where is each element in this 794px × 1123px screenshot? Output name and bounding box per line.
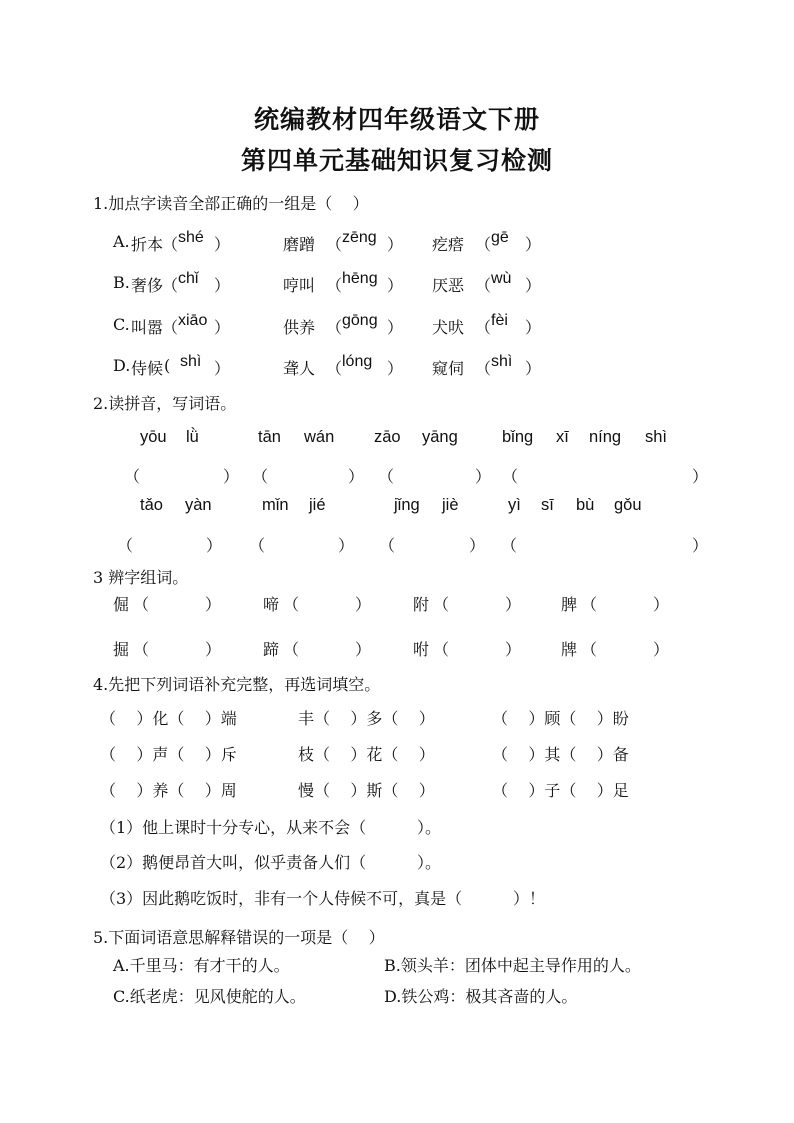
pinyin: zēng xyxy=(342,229,377,246)
paren-close: ） xyxy=(387,359,404,378)
paren-open: （ xyxy=(378,467,395,486)
paren-close: ） xyxy=(525,318,542,337)
option-label: A. xyxy=(113,232,130,251)
pinyin: xiāo xyxy=(178,312,208,329)
paren-open: （ xyxy=(117,536,134,555)
question-4-stem: 4.先把下列词语补充完整，再选词填空。 xyxy=(93,675,381,694)
paren-open: （ xyxy=(581,640,598,659)
paren-close: ） xyxy=(214,318,231,337)
option-word: 窥伺 xyxy=(432,359,465,378)
question-2-stem: 2.读拼音，写词语。 xyxy=(93,394,237,413)
paren-close: ） xyxy=(206,536,223,555)
character: 掘 xyxy=(113,640,130,659)
pinyin: shì xyxy=(491,353,513,370)
paren-close: ） xyxy=(525,276,542,295)
option-word: 叫嚣 xyxy=(131,318,164,337)
character: 蹄 xyxy=(263,640,280,659)
paren-close: ） xyxy=(387,318,404,337)
option-label: D. xyxy=(113,356,131,375)
paren-close: ） xyxy=(214,359,231,378)
paren-close: ） xyxy=(387,235,404,254)
paren-close: ） xyxy=(653,595,670,614)
paren-close: ） xyxy=(214,235,231,254)
paren-close: ） xyxy=(205,595,222,614)
paren-close: ） xyxy=(653,640,670,659)
fill-sentence[interactable]: （3）因此鹅吃饭时，非有一个人侍候不可，真是（ ）！ xyxy=(100,889,546,908)
paren-close: ） xyxy=(692,536,709,555)
pinyin-syllable: yì xyxy=(508,496,521,514)
question-1-stem: 1.加点字读音全部正确的一组是（ ） xyxy=(93,194,369,213)
paren-close: ） xyxy=(355,640,372,659)
idiom-blank[interactable]: 丰（ ）多（ ） xyxy=(298,709,435,728)
idiom-blank[interactable]: （ ）顾（ ）盼 xyxy=(492,709,629,728)
fill-sentence[interactable]: （1）他上课时十分专心，从来不会（ ）。 xyxy=(100,818,442,837)
option-word: 侍候 xyxy=(131,359,164,378)
paren-close: ） xyxy=(387,276,404,295)
paren-open: （ xyxy=(283,640,300,659)
paren-close: ） xyxy=(348,467,365,486)
paren-open: （ xyxy=(162,235,179,254)
question-3-stem: 3 辨字组词。 xyxy=(93,568,189,587)
character: 附 xyxy=(413,595,430,614)
paren-close: ） xyxy=(475,467,492,486)
paren-close: ） xyxy=(505,640,522,659)
character: 倔 xyxy=(113,595,130,614)
paren-close: ） xyxy=(355,595,372,614)
paren-close: ） xyxy=(214,276,231,295)
option-word: 聋人 xyxy=(283,359,316,378)
pinyin: chǐ xyxy=(178,270,199,287)
paren-open: （ xyxy=(162,318,179,337)
pinyin-syllable: wán xyxy=(304,428,335,446)
paren-open: （ xyxy=(133,595,150,614)
paren-open: （ xyxy=(326,318,343,337)
character: 咐 xyxy=(413,640,430,659)
pinyin-syllable: lǜ xyxy=(186,428,199,446)
character: 牌 xyxy=(561,640,578,659)
pinyin: lóng xyxy=(342,353,373,370)
paren-open: （ xyxy=(326,276,343,295)
pinyin-syllable: gǒu xyxy=(614,496,642,514)
idiom-blank[interactable]: （ ）养（ ）周 xyxy=(100,781,237,800)
pinyin: fèi xyxy=(491,312,508,329)
pinyin: shé xyxy=(178,229,204,246)
pinyin: wù xyxy=(491,270,512,287)
pinyin: gōng xyxy=(342,312,378,329)
page-subtitle: 第四单元基础知识复习检测 xyxy=(240,146,553,175)
paren-open: （ xyxy=(475,235,492,254)
paren-open: （ xyxy=(249,536,266,555)
pinyin: shì xyxy=(180,353,202,370)
paren-open: （ xyxy=(162,276,179,295)
pinyin-syllable: shì xyxy=(645,428,668,446)
pinyin: hēng xyxy=(342,270,378,287)
choice-option[interactable]: A.千里马：有才干的人。 xyxy=(113,956,290,975)
page-title: 统编教材四年级语文下册 xyxy=(253,105,540,134)
paren-close: ） xyxy=(525,359,542,378)
paren-close: ） xyxy=(223,467,240,486)
choice-option[interactable]: D.铁公鸡：极其吝啬的人。 xyxy=(384,987,578,1006)
paren-open: （ xyxy=(283,595,300,614)
paren-close: ） xyxy=(692,467,709,486)
idiom-blank[interactable]: （ ）化（ ）端 xyxy=(100,709,237,728)
pinyin-syllable: tǎo xyxy=(140,496,163,514)
pinyin: gē xyxy=(491,229,509,246)
pinyin-syllable: bù xyxy=(576,496,595,514)
paren-open: ( xyxy=(164,356,171,375)
idiom-blank[interactable]: （ ）其（ ）备 xyxy=(492,745,629,764)
paren-open: （ xyxy=(502,467,519,486)
option-word: 折本 xyxy=(131,235,164,254)
question-5-stem: 5.下面词语意思解释错误的一项是（ ） xyxy=(93,928,385,947)
paren-open: （ xyxy=(475,359,492,378)
pinyin-syllable: bǐng xyxy=(502,428,534,446)
paren-open: （ xyxy=(433,640,450,659)
paren-open: （ xyxy=(326,235,343,254)
option-word: 犬吠 xyxy=(432,318,465,337)
option-word: 哼叫 xyxy=(283,276,316,295)
option-label: B. xyxy=(113,273,130,292)
paren-open: （ xyxy=(475,276,492,295)
character: 脾 xyxy=(561,595,578,614)
idiom-blank[interactable]: 枝（ ）花（ ） xyxy=(298,745,435,764)
option-word: 厌恶 xyxy=(432,276,465,295)
pinyin-syllable: yàn xyxy=(185,496,212,514)
option-word: 奢侈 xyxy=(131,276,164,295)
paren-close: ） xyxy=(505,595,522,614)
pinyin-syllable: jié xyxy=(309,496,326,514)
idiom-blank[interactable]: （ ）子（ ）足 xyxy=(492,781,629,800)
pinyin-syllable: níng xyxy=(589,428,622,446)
idiom-blank[interactable]: （ ）声（ ）斥 xyxy=(100,745,237,764)
paren-close: ） xyxy=(469,536,486,555)
pinyin-syllable: zāo xyxy=(374,428,401,446)
paren-open: （ xyxy=(124,467,141,486)
character: 啼 xyxy=(263,595,280,614)
option-word: 疙瘩 xyxy=(432,235,465,254)
paren-open: （ xyxy=(379,536,396,555)
fill-sentence[interactable]: （2）鹅便昂首大叫，似乎责备人们（ ）。 xyxy=(100,853,442,872)
pinyin-syllable: jiè xyxy=(442,496,459,514)
paren-close: ） xyxy=(525,235,542,254)
pinyin-syllable: sī xyxy=(541,496,554,514)
choice-option[interactable]: C.纸老虎：见风使舵的人。 xyxy=(113,987,306,1006)
paren-open: （ xyxy=(252,467,269,486)
paren-open: （ xyxy=(581,595,598,614)
pinyin-syllable: tān xyxy=(258,428,281,446)
paren-open: （ xyxy=(133,640,150,659)
choice-option[interactable]: B.领头羊：团体中起主导作用的人。 xyxy=(384,956,641,975)
paren-close: ） xyxy=(205,640,222,659)
pinyin-syllable: xī xyxy=(556,428,569,446)
pinyin-syllable: jǐng xyxy=(394,496,420,514)
paren-close: ） xyxy=(338,536,355,555)
pinyin-syllable: mǐn xyxy=(262,496,289,514)
option-label: C. xyxy=(113,315,130,334)
idiom-blank[interactable]: 慢（ ）斯（ ） xyxy=(298,781,435,800)
paren-open: （ xyxy=(501,536,518,555)
paren-open: （ xyxy=(326,359,343,378)
paren-open: （ xyxy=(433,595,450,614)
pinyin-syllable: yāng xyxy=(422,428,458,446)
pinyin-syllable: yōu xyxy=(140,428,167,446)
option-word: 磨蹭 xyxy=(283,235,316,254)
paren-open: （ xyxy=(475,318,492,337)
option-word: 供养 xyxy=(283,318,316,337)
